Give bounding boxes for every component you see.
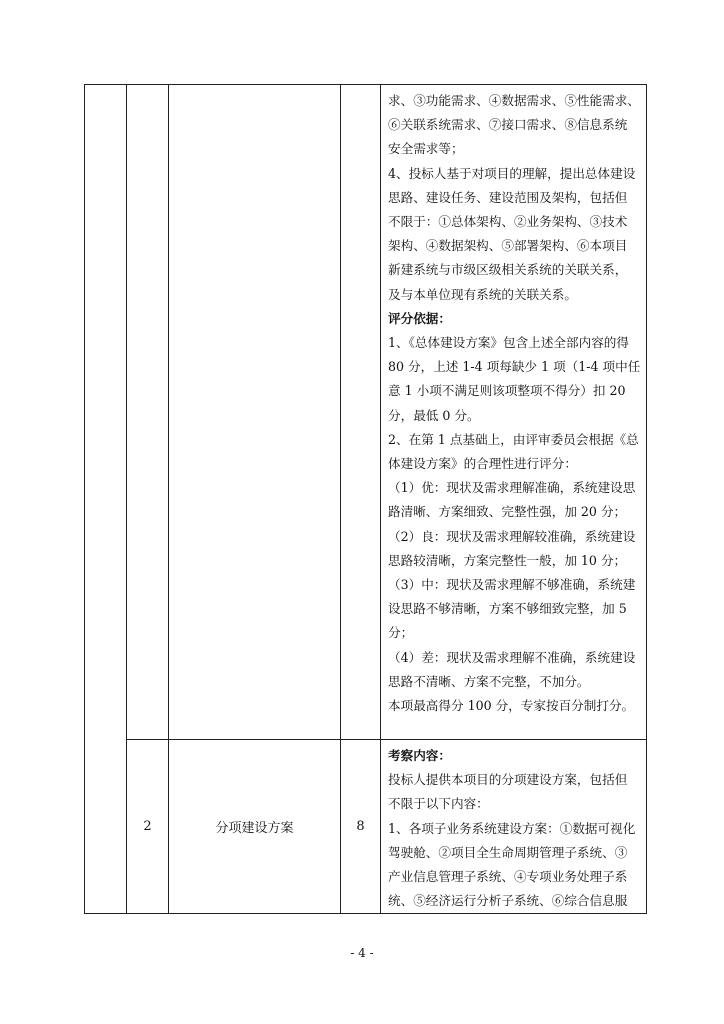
text-line: 4、投标人基于对项目的理解，提出总体建设 — [388, 165, 636, 181]
text-line: 本项最高得分 100 分，专家按百分制打分。 — [388, 698, 635, 714]
text-line: 1、各项子业务系统建设方案：①数据可视化 — [388, 820, 636, 836]
table-row — [85, 740, 647, 914]
criteria-text — [381, 740, 646, 913]
seq-cell — [127, 85, 169, 740]
weight-cell — [341, 85, 381, 740]
text-line: 统、⑤经济运行分析子系统、⑥综合信息服 — [388, 893, 628, 909]
text-line: 意 1 小项不满足则该项整项不得分）扣 20 — [388, 383, 626, 399]
text-line: 安全需求等； — [388, 141, 464, 157]
text-line: 思路较清晰，方案完整性一般，加 10 分； — [388, 552, 627, 568]
text-line: 分； — [388, 625, 414, 641]
section-heading: 考察内容： — [388, 748, 451, 763]
scoring-table — [84, 84, 647, 914]
item-name-cell: 分项建设方案 — [169, 740, 341, 914]
text-line: （1）优：现状及需求理解准确，系统建设思 — [388, 480, 636, 496]
section-heading: 评分依据： — [388, 310, 451, 326]
text-line: 新建系统与市级区级相关系统的关联关系， — [388, 262, 628, 278]
category-cell — [85, 85, 127, 914]
text-line: 80 分，上述 1-4 项每缺少 1 项（1-4 项中任 — [388, 359, 641, 375]
criteria-text — [381, 85, 646, 718]
text-line: 求、③功能需求、④数据需求、⑤性能需求、 — [388, 93, 640, 108]
item-cell — [169, 85, 341, 740]
text-line: 设思路不够清晰，方案不够细致完整，加 5 — [388, 601, 627, 617]
page-number: - 4 - — [350, 946, 374, 960]
text-line: 驾驶舱、②项目全生命周期管理子系统、③ — [388, 844, 628, 860]
text-line: 投标人提供本项目的分项建设方案，包括但 — [388, 772, 628, 788]
text-line: 思路不清晰、方案不完整，不加分。 — [388, 673, 590, 689]
text-line: 分，最低 0 分。 — [388, 407, 480, 423]
text-line: （2）良：现状及需求理解较准确，系统建设 — [388, 528, 636, 544]
text-line: 架构、④数据架构、⑤部署架构、⑥本项目 — [388, 238, 628, 254]
text-line: ⑥关联系统需求、⑦接口需求、⑧信息系统 — [388, 117, 628, 133]
criteria-cell — [381, 85, 647, 740]
text-line: （3）中：现状及需求理解不够准确，系统建 — [388, 577, 636, 593]
text-line: 产业信息管理子系统、④专项业务处理子系 — [388, 869, 628, 885]
text-line: 路清晰、方案细致、完整性强，加 20 分； — [388, 504, 627, 520]
text-line: 不限于以下内容： — [388, 796, 489, 812]
criteria-cell — [381, 740, 647, 914]
text-line: 2、在第 1 点基础上，由评审委员会根据《总 — [388, 431, 639, 447]
text-line: 及与本单位现有系统的关联关系。 — [388, 286, 577, 302]
text-line: （4）差：现状及需求理解不准确，系统建设 — [388, 649, 636, 665]
text-line: 不限于：①总体架构、②业务架构、③技术 — [388, 214, 628, 230]
text-line: 思路、建设任务、建设范围及架构，包括但 — [388, 189, 628, 205]
text-line: 1、《总体建设方案》包含上述全部内容的得 — [388, 335, 629, 351]
seq-cell: 2 — [127, 740, 169, 914]
table-row — [85, 85, 647, 740]
text-line: 体建设方案》的合理性进行评分： — [388, 456, 577, 472]
weight-value-cell: 8 — [341, 740, 381, 914]
